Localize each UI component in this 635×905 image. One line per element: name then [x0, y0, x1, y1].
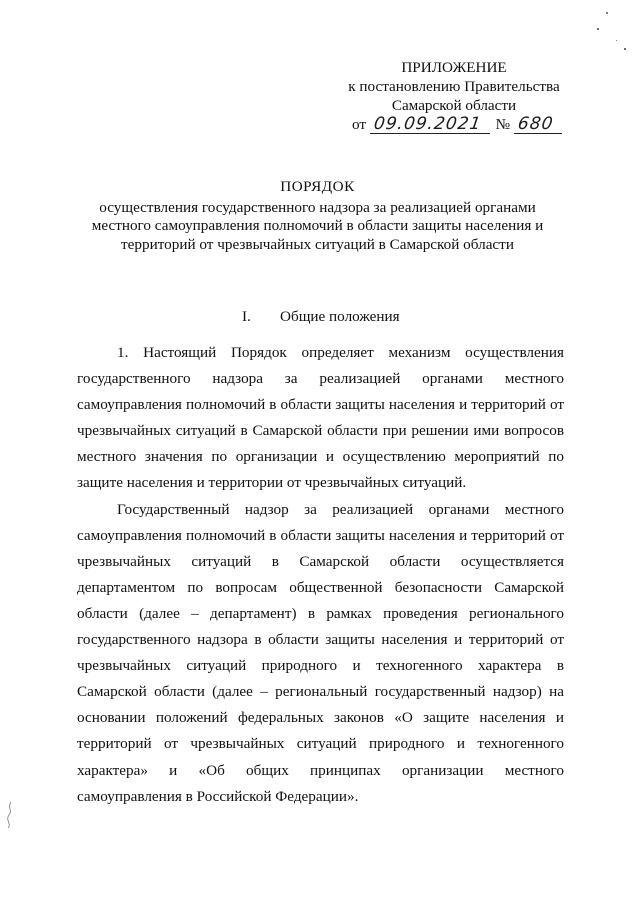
resolution-date-number — [352, 115, 572, 135]
section-heading — [0, 307, 635, 327]
appendix-line-2: Самарской области — [391, 97, 517, 114]
number-prefix: № — [495, 116, 511, 133]
paragraph-1: 1. Настоящий Порядок определяет механизм осуществления государственного надзора за реализацией органами местного самоуправления полномочий в области защиты населения и территорий от чрезвычайных ситуаций в Самарской области при решении ими вопросов местного значения по организации и осуществлению мероприятий по защите населения и территории от чрезвычайных ситуаций. — [77, 344, 564, 492]
subtitle-line-1: осуществления государственного надзора за реализацией органами — [99, 198, 536, 216]
margin-mark — [3, 800, 17, 830]
document-title-block — [60, 178, 575, 254]
subtitle-line-2: местного самоуправления полномочий в области защиты населения и — [91, 217, 544, 234]
paragraph-2: Государственный надзор за реализацией органами местного самоуправления полномочий в области защиты населения и территорий от чрезвычайных ситуаций в Самарской области осуществляется департаментом по вопросам общественной безопасности Самарской области (далее – департамент) в рамках проведения регионального государственного надзора в области защиты населения и территорий от чрезвычайных ситуаций природного и техногенного характера в Самарской области (далее – региональный государственный надзор) на основании положений федеральных законов «О защите населения и территорий от чрезвычайных ситуаций природного и техногенного характера» и «Об общих принципах организации местного самоуправления в Российской Федерации». — [77, 500, 564, 805]
number-field — [514, 116, 562, 134]
section-number: I. — [242, 308, 251, 325]
date-field — [370, 116, 490, 134]
section-title: Общие положения — [280, 308, 400, 325]
appendix-header — [340, 58, 568, 115]
appendix-title: ПРИЛОЖЕНИЕ — [401, 59, 507, 76]
body-text — [77, 340, 564, 810]
document-title: ПОРЯДОК — [280, 178, 355, 195]
handwritten-number: 680 — [516, 114, 555, 134]
subtitle-line-3: территорий от чрезвычайных ситуаций в Самарской области — [121, 235, 514, 253]
appendix-line-1: к постановлению Правительства — [348, 78, 560, 95]
handwritten-date: 09.09.2021 — [372, 114, 483, 134]
date-prefix: от — [352, 116, 367, 133]
